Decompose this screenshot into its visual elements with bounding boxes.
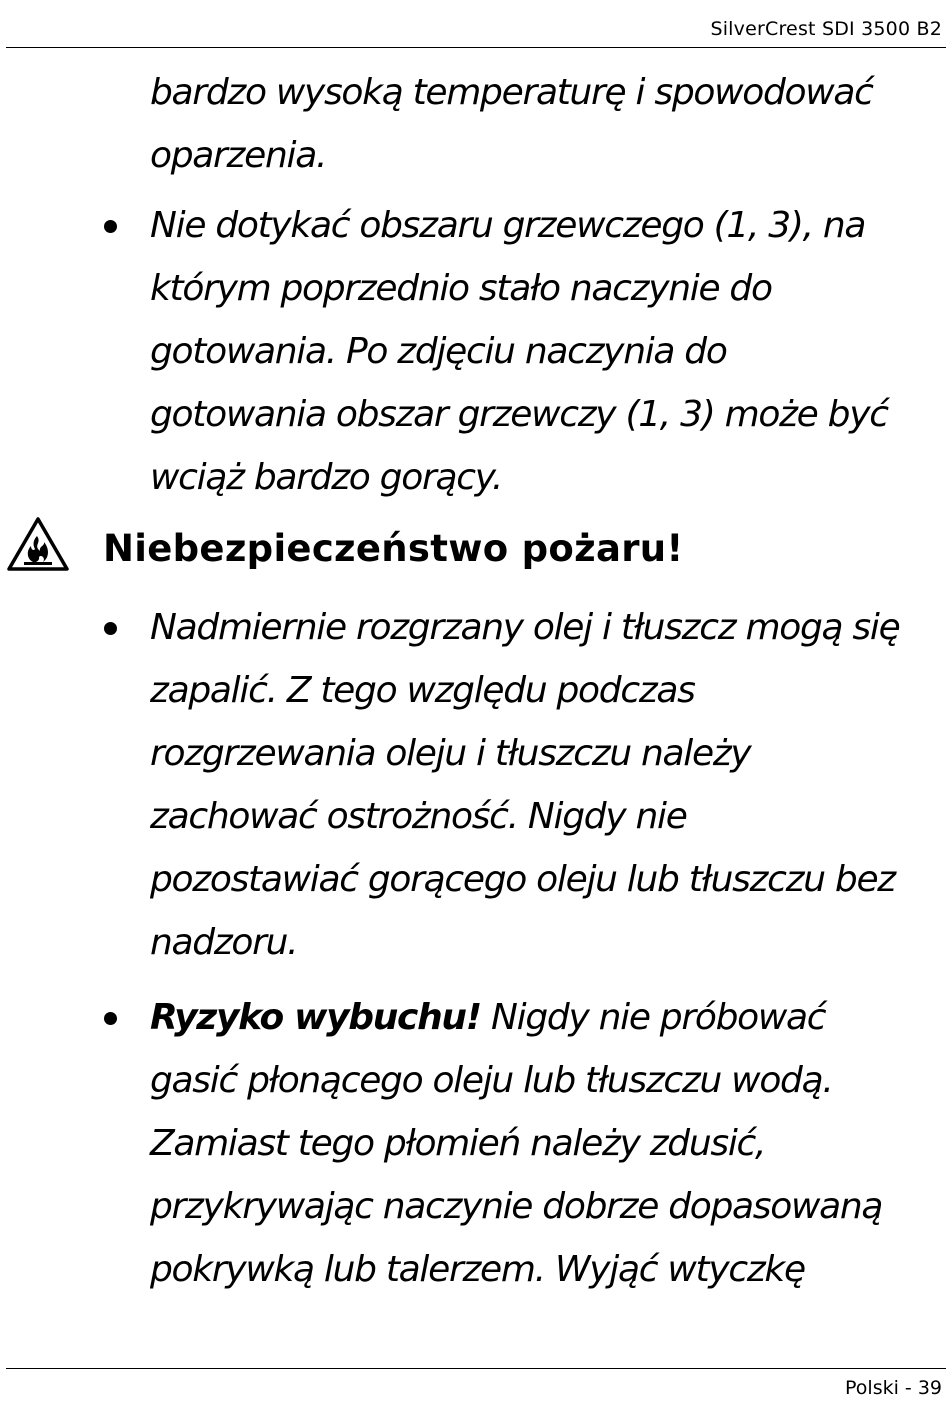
text-line	[150, 986, 940, 1049]
bullet-dot	[104, 622, 117, 635]
fire-danger-heading: Niebezpieczeństwo pożaru!	[103, 527, 684, 570]
text-line: Zamiast tego płomień należy zdusić,	[150, 1123, 766, 1164]
intro-paragraph	[150, 61, 940, 187]
text-line: zapalić. Z tego względu podczas	[150, 670, 695, 711]
footer-rule	[6, 1368, 946, 1369]
text-line: wciąż bardzo gorący.	[150, 457, 503, 498]
text-fragment: Nigdy nie próbować	[480, 997, 826, 1038]
text-line: Nie dotykać obszaru grzewczego (1, 3), na	[150, 205, 866, 246]
text-line: bardzo wysoką temperaturę i spowodować	[150, 72, 873, 113]
text-line: pokrywką lub talerzem. Wyjąć wtyczkę	[150, 1249, 805, 1290]
text-line: zachować ostrożność. Nigdy nie	[150, 796, 687, 837]
header-title: SilverCrest SDI 3500 B2	[710, 18, 942, 40]
bullet-dot	[104, 1012, 117, 1025]
text-line: którym poprzednio stało naczynie do	[150, 268, 772, 309]
header-rule	[6, 47, 946, 48]
fire-warning-triangle-icon	[6, 516, 70, 572]
bullet-paragraph-oil-fire	[150, 596, 940, 974]
explosion-warning-lead: Ryzyko wybuchu!	[150, 997, 481, 1038]
text-line: nadzoru.	[150, 922, 298, 963]
text-line: oparzenia.	[150, 135, 327, 176]
page-number: Polski - 39	[845, 1377, 942, 1399]
text-line: gasić płonącego oleju lub tłuszczu wodą.	[150, 1060, 833, 1101]
text-line: pozostawiać gorącego oleju lub tłuszczu bez	[150, 859, 895, 900]
bullet-paragraph-explosion	[150, 986, 940, 1301]
text-line: rozgrzewania oleju i tłuszczu należy	[150, 733, 751, 774]
bullet-dot	[104, 220, 117, 233]
bullet-paragraph-hot-surface	[150, 194, 940, 509]
text-line: gotowania. Po zdjęciu naczynia do	[150, 331, 727, 372]
text-line: przykrywając naczynie dobrze dopasowaną	[150, 1186, 883, 1227]
text-line: gotowania obszar grzewczy (1, 3) może być	[150, 394, 888, 435]
text-line: Nadmiernie rozgrzany olej i tłuszcz mogą się	[150, 607, 900, 648]
